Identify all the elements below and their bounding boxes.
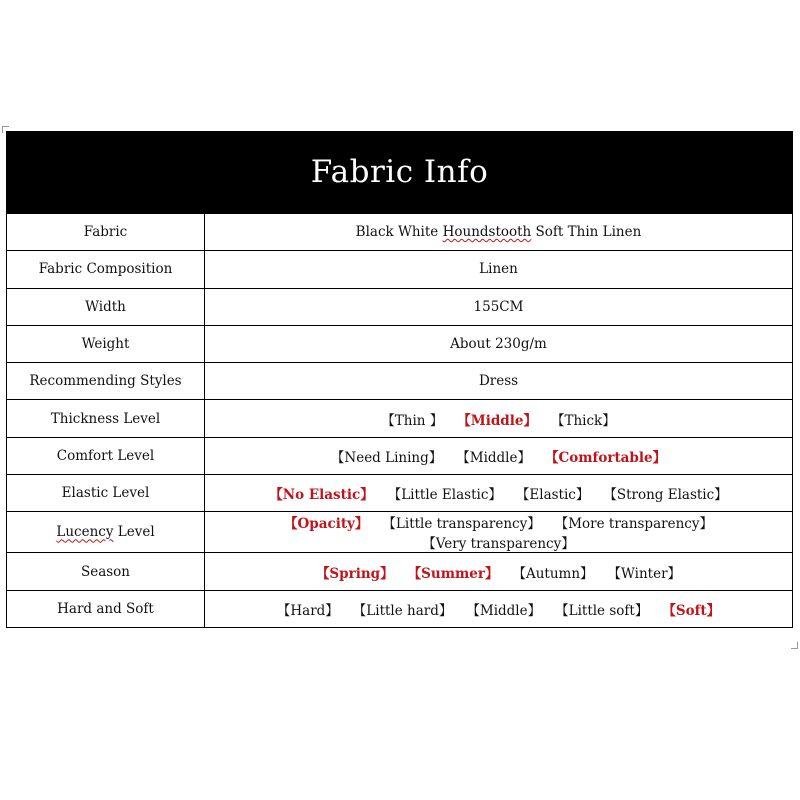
row-label: Fabric Composition [7,251,205,288]
row-options [205,437,793,474]
option-selected: 【Middle】 [457,412,537,429]
row-label: Elastic Level [7,475,205,512]
option: 【Middle】 [456,449,531,466]
row-label: Width [7,288,205,325]
label-part: Level [113,524,155,541]
table-row [7,288,793,325]
row-label: Hard and Soft [7,590,205,627]
option: 【Little hard】 [352,602,453,619]
table-row [7,325,793,362]
fabric-info-table [6,213,793,628]
page-title: Fabric Info [6,131,793,213]
corner-mark-bottom-right [791,642,798,649]
row-label: Fabric [7,214,205,251]
table-row [7,251,793,288]
row-value [205,214,793,251]
option: 【Need Lining】 [330,449,443,466]
row-value: Linen [205,251,793,288]
option-selected: 【No Elastic】 [269,487,374,504]
option: 【Autumn】 [512,565,594,582]
option: 【Strong Elastic】 [603,487,728,504]
row-label: Season [7,553,205,590]
table-row [7,475,793,512]
row-label: Weight [7,325,205,362]
value-part: Black White [355,224,443,241]
row-label: Recommending Styles [7,363,205,400]
option-selected: 【Spring】 [315,565,394,582]
option: 【Very transparency】 [422,536,575,553]
spellcheck-word: Lucency [56,524,114,541]
option: 【Little transparency】 [382,516,541,533]
table-row [7,553,793,590]
row-label [7,512,205,553]
option-selected: 【Summer】 [407,565,499,582]
option: 【Thin 】 [381,412,444,429]
table-row [7,214,793,251]
row-options [205,553,793,590]
row-options [205,590,793,627]
fabric-info-sheet [6,131,793,628]
option: 【Elastic】 [515,487,590,504]
option-selected: 【Comfortable】 [544,449,667,466]
row-options [205,475,793,512]
option: 【Little soft】 [555,602,649,619]
table-row [7,363,793,400]
option: 【Thick】 [550,412,616,429]
value-part: Soft Thin Linen [531,224,642,241]
option: 【Winter】 [607,565,682,582]
option: 【Little Elastic】 [387,487,502,504]
option-selected: 【Opacity】 [284,516,369,533]
row-label: Thickness Level [7,400,205,437]
option-selected: 【Soft】 [662,602,721,619]
table-row [7,400,793,437]
option: 【Hard】 [276,602,339,619]
table-row [7,512,793,553]
spellcheck-word: Houndstooth [442,224,532,241]
row-value: 155CM [205,288,793,325]
table-row [7,590,793,627]
row-label: Comfort Level [7,437,205,474]
row-options [205,400,793,437]
option: 【Middle】 [466,602,542,619]
row-value: About 230g/m [205,325,793,362]
row-options [205,512,793,553]
row-value: Dress [205,363,793,400]
option: 【More transparency】 [554,516,713,533]
table-row [7,437,793,474]
